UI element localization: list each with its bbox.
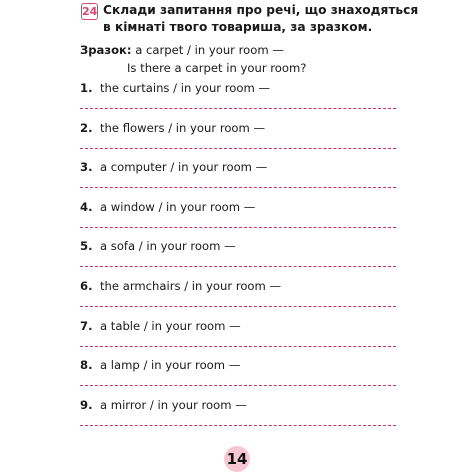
- task-instruction: Склади запитання про речі, що знаходяться в кімнаті твого товариша, за зразком.: [103, 3, 419, 34]
- exercise-item-8: [80, 357, 396, 397]
- item-prompt: [80, 318, 241, 334]
- exercise-item-7: [80, 318, 396, 358]
- exercise-item-2: [80, 120, 396, 160]
- item-text: the curtains / in your room —: [100, 81, 271, 95]
- item-text: a mirror / in your room —: [100, 398, 247, 412]
- answer-line-6[interactable]: [80, 306, 396, 307]
- item-text: a computer / in your room —: [100, 160, 268, 174]
- exercise-item-3: [80, 159, 396, 199]
- sample-line-1: [80, 42, 284, 58]
- answer-line-2[interactable]: [80, 148, 396, 149]
- item-prompt: [80, 357, 240, 373]
- answer-line-8[interactable]: [80, 385, 396, 386]
- item-prompt: [80, 159, 267, 175]
- item-text: a sofa / in your room —: [100, 239, 236, 253]
- item-text: the flowers / in your room —: [100, 121, 266, 135]
- item-text: the armchairs / in your room —: [100, 279, 282, 293]
- item-number: 8.: [80, 358, 93, 372]
- item-prompt: [80, 238, 236, 254]
- item-number: 3.: [80, 160, 93, 174]
- sample-prompt: a carpet / in your room —: [135, 43, 284, 57]
- sample-label: Зразок:: [80, 43, 132, 57]
- exercise-item-1: [80, 80, 396, 120]
- page-number-badge: 14: [224, 446, 250, 472]
- answer-line-3[interactable]: [80, 187, 396, 188]
- exercise-item-5: [80, 238, 396, 278]
- item-prompt: [80, 80, 270, 96]
- item-number: 4.: [80, 200, 93, 214]
- item-number: 1.: [80, 81, 93, 95]
- answer-line-7[interactable]: [80, 346, 396, 347]
- answer-line-4[interactable]: [80, 227, 396, 228]
- answer-line-9[interactable]: [80, 425, 396, 426]
- item-prompt: [80, 120, 265, 136]
- exercise-item-9: [80, 397, 396, 437]
- item-number: 2.: [80, 121, 93, 135]
- item-text: a table / in your room —: [100, 319, 241, 333]
- item-prompt: [80, 278, 281, 294]
- item-text: a window / in your room —: [100, 200, 256, 214]
- item-text: a lamp / in your room —: [100, 358, 241, 372]
- exercise-item-6: [80, 278, 396, 318]
- item-prompt: [80, 397, 247, 413]
- answer-line-1[interactable]: [80, 108, 396, 109]
- item-number: 5.: [80, 239, 93, 253]
- sample-answer: Is there a carpet in your room?: [127, 61, 307, 75]
- item-number: 6.: [80, 279, 93, 293]
- exercise-item-4: [80, 199, 396, 239]
- answer-line-5[interactable]: [80, 266, 396, 267]
- task-number-badge: 24: [82, 5, 98, 18]
- item-prompt: [80, 199, 255, 215]
- item-number: 7.: [80, 319, 93, 333]
- item-number: 9.: [80, 398, 93, 412]
